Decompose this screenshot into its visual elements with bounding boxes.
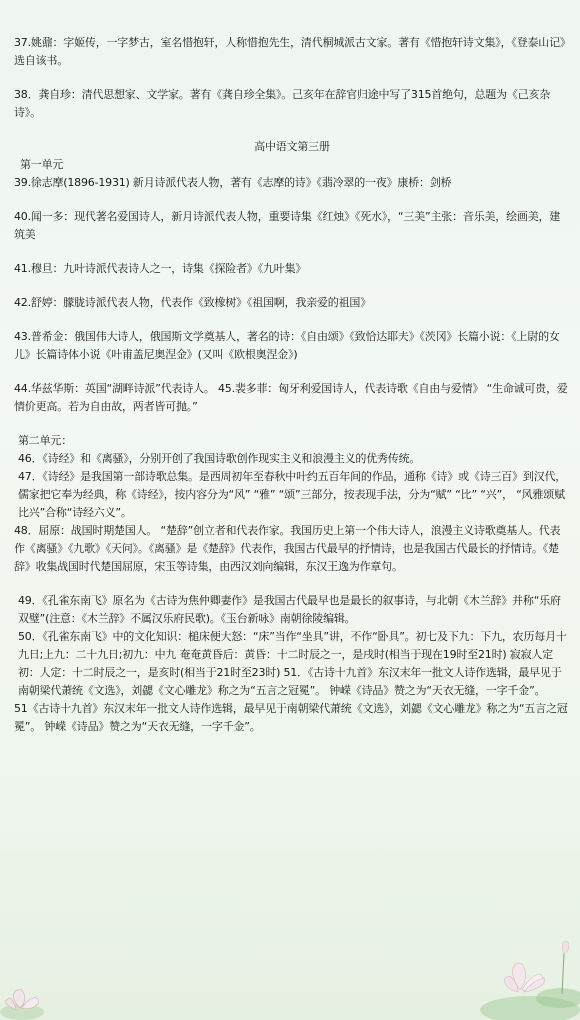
paragraph-49: 49．《孔雀东南飞》原名为《古诗为焦仲卿妻作》是我国古代最早也是最长的叙事诗，与北朝《木兰辞》并称“乐府双璧”(注意：《木兰辞》不属汉乐府民歌)。《玉台新咏》南朝徐陵编辑。 [18, 594, 561, 625]
paragraph-51: 51《古诗十九首》东汉末年一批文人诗作选辑，最早见于南朝梁代萧统《文选》，刘勰《文心雕龙》称之为“五言之冠冕”。 钟嵘《诗品》赞之为“天衣无缝，一字千金”。 [14, 702, 568, 733]
paragraph-46: 46．《诗经》和《离骚》，分别开创了我国诗歌创作现实主义和浪漫主义的优秀传统。 [18, 452, 421, 465]
paragraph-42: 42.舒婷：朦胧诗派代表人物，代表作《致橡树》《祖国啊，我亲爱的祖国》 [14, 296, 371, 309]
document-body [14, 34, 570, 752]
paragraph-43: 43.普希金：俄国伟大诗人，俄国斯文学奠基人，著名的诗：《自由颂》《致恰达耶夫》《茨冈》长篇小说：《上尉的女儿》长篇诗体小说《叶甫盖尼奥涅金》(又叫《欧根奥涅金》) [14, 330, 560, 361]
lotus-flower-decoration [0, 960, 70, 1020]
unit-2-label: 第二单元： [18, 434, 72, 447]
paragraph-41: 41.穆旦：九叶诗派代表诗人之一，诗集《探险者》《九叶集》 [14, 262, 307, 275]
paragraph-50: 50．《孔雀东南飞》中的文化知识：槌床便大怒：“床”当作“坐具”讲，不作“卧具”。初七及下九：下九，农历每月十九日;上九：二十九日;初九：中九 奄奄黄昏后：黄昏：十二时辰之一，是戌时(相当于现在19时至21时) 寂寂人定初：人定：十二时辰之一，是亥时(相当于21时至23时) 51．《古诗十九首》东汉末年一批文人诗作选辑，最早见于南朝梁代萧统《文选》，刘勰《文心雕龙》称之为“五言之冠冕”。 钟嵘《诗品》赞之为“天衣无缝，一字千金”。 [18, 630, 567, 697]
paragraph-47: 47．《诗经》是我国第一部诗歌总集。是西周初年至春秋中叶约五百年间的作品，通称《诗》或《诗三百》到汉代，儒家把它奉为经典，称《诗经》，按内容分为“风” “雅” “颂”三部分，按表现手法，分为“赋” “比” “兴”， “风雅颂赋比兴”合称“诗经六义”。 [18, 470, 567, 519]
paragraph-37: 37.姚鼐：字姬传，一字梦古，室名惜抱轩，人称惜抱先生，清代桐城派古文家。著有《惜抱轩诗文集》，《登泰山记》选自该书。 [14, 36, 566, 67]
paragraph-44: 44.华兹华斯：英国“湖畔诗派”代表诗人。 45.裴多菲：匈牙利爱国诗人，代表诗歌《自由与爱情》 “生命诚可贵，爱情价更高。若为自由故，两者皆可抛。” [14, 382, 568, 413]
paragraph-48: 48．屈原：战国时期楚国人。 “楚辞”创立者和代表作家。我国历史上第一个伟大诗人，浪漫主义诗歌奠基人。代表作《离骚》《九歌》《天问》。《离骚》是《楚辞》代表作，我国古代最早的抒情诗，也是我国古代最长的抒情诗。《楚辞》收集战国时代楚国屈原，宋玉等诗集，由西汉刘向编辑，东汉王逸为作章句。 [14, 524, 561, 573]
book-heading: 高中语文第三册 [254, 140, 330, 153]
paragraph-38: 38．龚自珍：清代思想家、文学家。著有《龚自珍全集》。己亥年在辞官归途中写了315首绝句，总题为《己亥杂诗》。 [14, 88, 551, 119]
unit-1-label: 第一单元 [20, 158, 64, 171]
paragraph-39: 39.徐志摩(1896-1931) 新月诗派代表人物，著有《志摩的诗》《翡冷翠的一夜》康桥：剑桥 [14, 176, 452, 189]
paragraph-40: 40.闻一多：现代著名爱国诗人，新月诗派代表人物，重要诗集《红烛》《死水》，“三美”主张：音乐美，绘画美，建筑美 [14, 210, 561, 241]
lotus-pond-decoration [460, 920, 580, 1020]
